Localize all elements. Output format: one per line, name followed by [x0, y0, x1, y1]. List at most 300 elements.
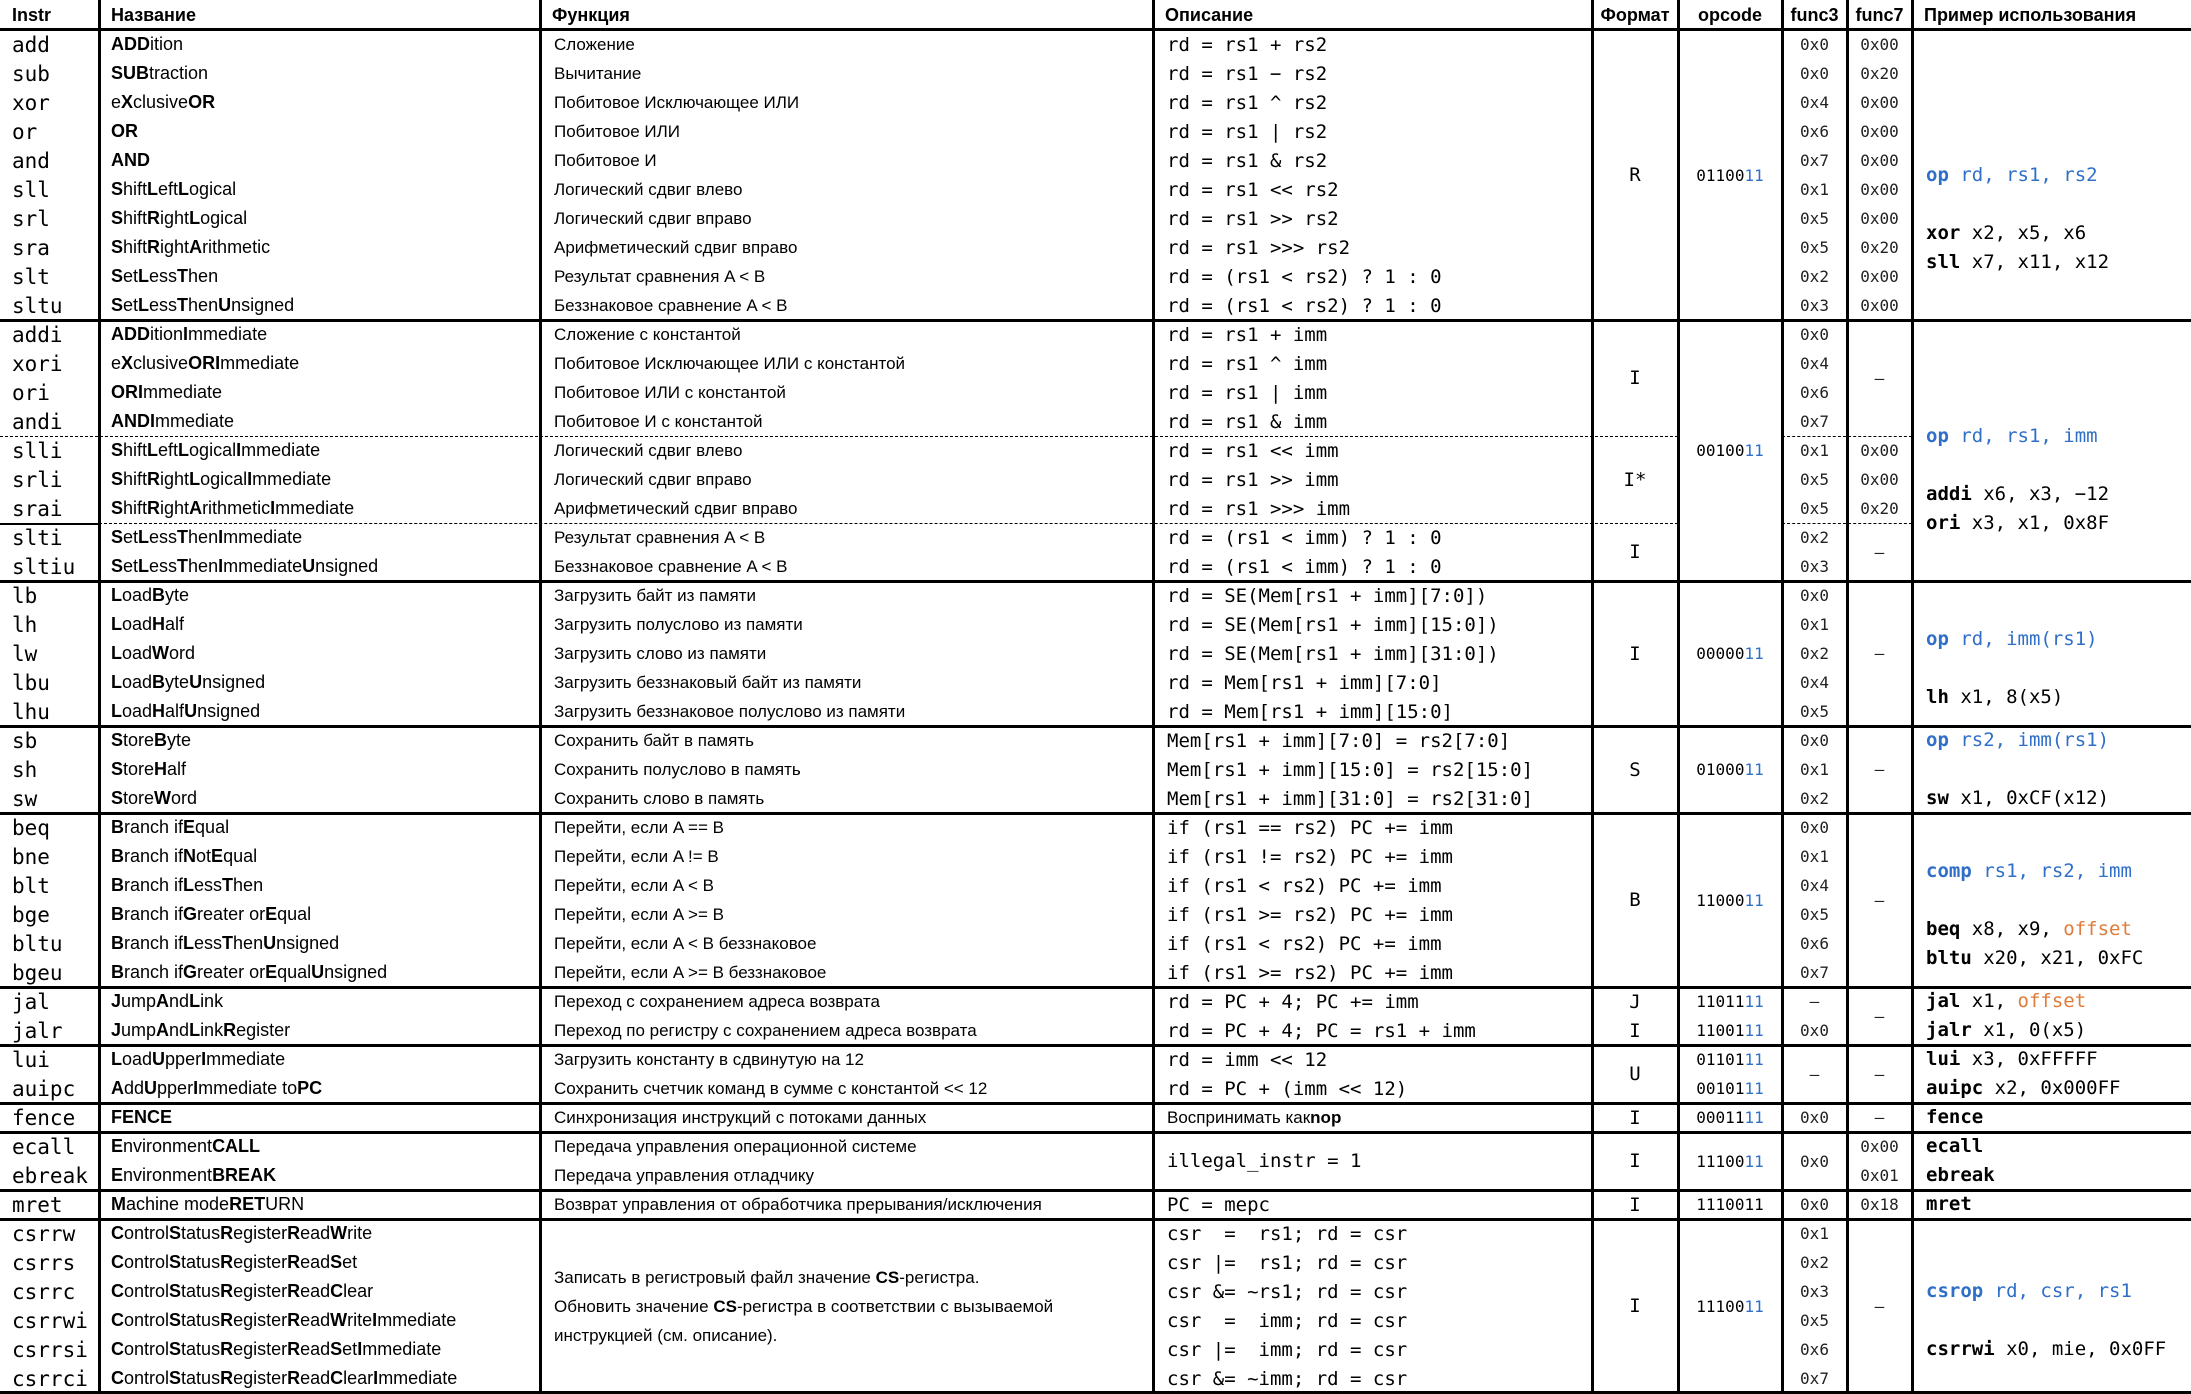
instr-name — [99, 1219, 540, 1248]
instr-name — [99, 668, 540, 697]
func7-value: 0x20 — [1860, 238, 1899, 257]
text-run: nsigned — [202, 672, 266, 692]
instr-description: rd = rs1 | imm — [1167, 381, 1328, 404]
paragraph-line — [554, 1263, 979, 1292]
instr-mnemonic: ori — [12, 380, 50, 405]
instr-mnemonic: csrrwi — [12, 1308, 88, 1333]
func7-value: 0x20 — [1860, 64, 1899, 83]
instr-mnemonic: csrrci — [12, 1366, 88, 1391]
text-run: yte — [165, 585, 190, 605]
text-run: ead — [300, 1281, 331, 1301]
text-run: beq — [1926, 917, 1961, 940]
instr-name — [99, 929, 540, 958]
column-divider — [98, 0, 101, 1393]
instr-function — [540, 1219, 1153, 1393]
func3-value: 0x5 — [1800, 499, 1829, 518]
text-run: ess — [149, 556, 178, 576]
instr-description: csr = imm; rd = csr — [1167, 1309, 1408, 1332]
row-divider — [0, 523, 99, 525]
instr-mnemonic: andi — [12, 409, 63, 434]
text-run: oad — [122, 672, 153, 692]
func3-value: 0x2 — [1800, 267, 1829, 286]
text-run: offset — [2063, 917, 2132, 940]
text-run: U — [152, 1049, 166, 1069]
text-run: csrop — [1926, 1280, 1984, 1302]
usage-example — [1912, 1045, 2191, 1103]
text-run: I — [138, 382, 144, 402]
text-run: S — [111, 788, 124, 808]
text-run: ight — [160, 237, 190, 257]
text-run: L — [138, 295, 150, 315]
text-run: I — [201, 1049, 207, 1069]
column-header-desc: Описание — [1165, 4, 1254, 25]
text-run: egister — [233, 1252, 288, 1272]
func7-value: 0x00 — [1860, 267, 1899, 286]
instr-description: rd = rs1 + rs2 — [1167, 33, 1328, 56]
text-run: T — [222, 875, 234, 895]
opcode-value — [1678, 1219, 1782, 1393]
opcode-suffix: 11 — [1744, 1296, 1764, 1316]
text-run: L — [138, 527, 150, 547]
opcode-value — [1678, 1074, 1782, 1103]
instr-mnemonic: srli — [12, 467, 63, 492]
text-run: clusive — [133, 353, 189, 373]
instr-name — [99, 117, 540, 146]
opcode-value — [1678, 1132, 1782, 1190]
example-line — [1926, 784, 2109, 813]
text-run: qual — [195, 817, 230, 837]
opcode-value — [1678, 813, 1782, 987]
opcode-value — [1678, 1045, 1782, 1074]
instr-name — [99, 88, 540, 117]
text-run: ump — [121, 991, 157, 1011]
example-line — [1926, 654, 1937, 683]
text-run: ink — [200, 1020, 224, 1040]
instr-description: if (rs1 < rs2) PC += imm — [1167, 932, 1442, 955]
text-run: OR — [188, 353, 216, 373]
text-run: ontrol — [124, 1223, 170, 1243]
func7-value: 0x00 — [1860, 35, 1899, 54]
instr-mnemonic: sltu — [12, 293, 63, 318]
text-run: mmediate — [362, 1339, 442, 1359]
text-run: mmediate — [378, 1368, 458, 1388]
section-divider — [0, 580, 2191, 583]
opcode-suffix: 11 — [1744, 1151, 1764, 1171]
text-run: tore — [123, 759, 155, 779]
text-run: mmediate — [188, 324, 268, 344]
text-run: S — [330, 1339, 343, 1359]
instr-function: Загрузить беззнаковый байт из памяти — [554, 672, 862, 692]
instr-mnemonic: srai — [12, 496, 63, 521]
instr-description: Mem[rs1 + imm][15:0] = rs2[15:0] — [1167, 758, 1534, 781]
text-run: ontrol — [124, 1339, 170, 1359]
text-run: ontrol — [124, 1281, 170, 1301]
example-line — [1926, 1103, 1983, 1132]
text-run: x8, x9, — [1960, 917, 2064, 940]
text-run: S — [111, 208, 124, 228]
text-run: R — [147, 237, 161, 257]
instr-mnemonic: sra — [12, 235, 50, 260]
text-run: op — [1926, 729, 1949, 751]
text-run: lui — [1926, 1048, 1961, 1070]
text-run: x3, 0xFFFFF — [1960, 1048, 2098, 1070]
text-run: oad — [122, 643, 153, 663]
text-run: I — [372, 1310, 378, 1330]
text-run: I — [270, 498, 276, 518]
column-divider — [1781, 0, 1784, 1393]
instr-description: rd = PC + 4; PC += imm — [1167, 990, 1419, 1013]
text-run: U — [311, 962, 325, 982]
text-run: bltu — [1926, 946, 1972, 969]
func7-value: – — [1874, 760, 1885, 779]
opcode-value — [1678, 1190, 1782, 1219]
instr-mnemonic: csrrw — [12, 1221, 76, 1246]
text-run: x2, 0x000FF — [1983, 1077, 2121, 1099]
text-run: lear — [343, 1281, 374, 1301]
text-run: ess — [149, 295, 178, 315]
example-line — [1926, 886, 1937, 915]
instr-name — [99, 407, 540, 436]
instr-function: Побитовое ИЛИ с константой — [554, 382, 786, 402]
text-run: ead — [300, 1252, 331, 1272]
text-run: hift — [123, 237, 148, 257]
text-run: rd, csr, rs1 — [1983, 1280, 2132, 1302]
func3-value: 0x0 — [1800, 1021, 1829, 1040]
func3-value: 0x6 — [1800, 122, 1829, 141]
text-run: hen — [188, 266, 219, 286]
text-run: U — [218, 295, 232, 315]
example-line — [1926, 1074, 2120, 1103]
text-run: S — [111, 295, 124, 315]
text-run: ranch if — [124, 962, 184, 982]
instr-function: Побитовое ИЛИ — [554, 121, 681, 141]
text-run: ition — [150, 34, 184, 54]
opcode-suffix: 11 — [1744, 441, 1764, 460]
instr-description: rd = (rs1 < rs2) ? 1 : 0 — [1167, 294, 1442, 317]
func3-value: 0x1 — [1800, 847, 1829, 866]
instr-name — [99, 842, 540, 871]
text-run: CS — [713, 1296, 737, 1316]
text-run: ight — [160, 208, 190, 228]
text-run: A — [111, 1078, 124, 1098]
text-run: R — [220, 1281, 234, 1301]
instr-function: Загрузить слово из памяти — [554, 643, 767, 663]
func7-value: 0x20 — [1860, 499, 1899, 518]
text-run: W — [330, 1310, 348, 1330]
format-value: U — [1629, 1063, 1641, 1085]
example-line — [1926, 828, 1937, 857]
text-run: OR — [111, 121, 138, 141]
func7-value: 0x00 — [1860, 151, 1899, 170]
text-run: hen — [188, 527, 219, 547]
text-run: B — [152, 672, 166, 692]
opcode-value — [1678, 987, 1782, 1016]
text-run: OR — [188, 92, 216, 112]
instr-function: Логический сдвиг вправо — [554, 208, 752, 228]
column-divider — [539, 0, 542, 1393]
opcode-prefix: 1110011 — [1696, 1195, 1764, 1214]
func3-value: 0x0 — [1800, 586, 1829, 605]
text-run: R — [147, 469, 161, 489]
text-run: R — [287, 1252, 301, 1272]
instr-name — [99, 30, 540, 59]
text-run: S — [111, 527, 124, 547]
func3-value: 0x0 — [1800, 1108, 1829, 1127]
text-run: B — [152, 585, 166, 605]
func3-value: – — [1809, 1064, 1820, 1084]
text-run: C — [111, 1252, 124, 1272]
text-run: R — [147, 498, 161, 518]
func3-value: 0x6 — [1800, 1340, 1829, 1359]
example-line — [1926, 625, 2098, 654]
example-line — [1926, 364, 1937, 393]
text-run: clusive — [133, 92, 189, 112]
text-run: pper — [157, 1078, 194, 1098]
text-run: C — [330, 1368, 344, 1388]
format-value: I* — [1623, 468, 1647, 491]
instr-name — [99, 1074, 540, 1103]
format-value: I — [1629, 541, 1641, 563]
text-run: x1, — [1960, 990, 2018, 1012]
text-run: nsigned — [324, 962, 388, 982]
instr-function: Сложение с константой — [554, 324, 741, 344]
format-value: I — [1629, 1106, 1641, 1129]
text-run: L — [189, 1020, 201, 1040]
text-run: rd, imm(rs1) — [1948, 627, 2098, 650]
text-run: L — [138, 266, 150, 286]
text-run: C — [111, 1310, 124, 1330]
opcode-value — [1678, 30, 1782, 320]
text-run: hift — [123, 440, 148, 460]
func3-value: 0x0 — [1800, 731, 1829, 750]
instr-mnemonic: auipc — [12, 1076, 76, 1101]
instr-name — [99, 726, 540, 755]
format-value: J — [1629, 990, 1641, 1013]
instr-function: Загрузить байт из памяти — [554, 585, 756, 605]
instr-function: Беззнаковое сравнение A < B — [554, 295, 788, 315]
text-run: E — [265, 962, 278, 982]
text-run: C — [330, 1281, 344, 1301]
instr-name — [99, 900, 540, 929]
instr-mnemonic: and — [12, 148, 50, 173]
text-run: ranch if — [124, 846, 184, 866]
instr-function: Загрузить беззнаковое полуслово из памяти — [554, 701, 906, 721]
instr-mnemonic: lh — [12, 612, 38, 637]
instr-mnemonic: ecall — [12, 1134, 76, 1159]
text-run: yte — [165, 672, 190, 692]
text-run: I — [357, 1339, 363, 1359]
text-run: nsigned — [197, 701, 261, 721]
instr-name — [99, 436, 540, 465]
instr-description: Mem[rs1 + imm][7:0] = rs2[7:0] — [1167, 729, 1511, 752]
func3-value: 0x7 — [1800, 151, 1829, 170]
text-run: C — [111, 1281, 124, 1301]
opcode-suffix: 11 — [1744, 1021, 1764, 1040]
example-line — [1926, 1335, 2166, 1364]
text-run: ADD — [111, 324, 150, 344]
func7-value: 0x00 — [1860, 122, 1899, 141]
text-run: et — [123, 556, 139, 576]
format-value: I — [1629, 367, 1641, 389]
column-header-func: Функция — [552, 4, 630, 25]
text-run: R — [220, 1368, 234, 1388]
text-run: A — [156, 1020, 170, 1040]
text-run: op — [1926, 627, 1949, 650]
text-run: I — [193, 1078, 199, 1098]
func7-value: 0x00 — [1860, 93, 1899, 112]
text-run: L — [147, 179, 159, 199]
instr-function: Перейти, если A < B — [554, 875, 715, 895]
text-run: yte — [167, 730, 192, 750]
opcode-value — [1678, 581, 1782, 726]
instr-function: Перейти, если A < B беззнаковое — [554, 933, 817, 953]
text-run: qual — [277, 904, 312, 924]
instr-mnemonic: slti — [12, 525, 63, 550]
instr-name — [99, 146, 540, 175]
opcode-prefix: 00011 — [1696, 1108, 1745, 1127]
instr-mnemonic: mret — [12, 1192, 63, 1217]
func3-value: 0x5 — [1800, 905, 1829, 924]
instr-name — [99, 262, 540, 291]
text-run: ink — [200, 991, 224, 1011]
text-run: A — [189, 237, 203, 257]
text-run: rd, rs1, rs2 — [1948, 163, 2098, 186]
instr-description: rd = rs1 | rs2 — [1167, 120, 1328, 143]
text-run: E — [183, 817, 196, 837]
opcode-prefix: 11100 — [1696, 1151, 1745, 1171]
text-run: ontrol — [124, 1310, 170, 1330]
example-line — [1926, 451, 1937, 480]
func3-value: 0x0 — [1800, 325, 1829, 344]
text-run: x3, x1, 0x8F — [1960, 511, 2110, 534]
text-run: mmediate — [241, 440, 321, 460]
text-run: egister — [233, 1368, 288, 1388]
example-line — [1926, 726, 2109, 755]
instr-description: if (rs1 >= rs2) PC += imm — [1167, 961, 1453, 984]
instr-description: if (rs1 < rs2) PC += imm — [1167, 874, 1442, 897]
format-value: I — [1629, 1193, 1641, 1216]
text-run: URN — [265, 1194, 305, 1214]
text-run: tatus — [181, 1223, 221, 1243]
text-run: tatus — [181, 1252, 221, 1272]
instr-description: rd = rs1 & imm — [1167, 410, 1328, 433]
column-header-opcode: opcode — [1697, 4, 1762, 25]
text-run: rithmetic — [202, 498, 271, 518]
example-line — [1926, 1132, 1983, 1161]
text-run: инструкцией (см. описание). — [554, 1325, 778, 1345]
text-run: CALL — [212, 1136, 261, 1156]
instr-function: Синхронизация инструкций с потоками данных — [554, 1107, 927, 1127]
text-run: reater or — [197, 962, 266, 982]
text-run: lh — [1926, 685, 1949, 708]
example-line — [1926, 987, 2086, 1016]
instr-mnemonic: sw — [12, 786, 38, 811]
text-run: H — [154, 759, 168, 779]
instr-function: Логический сдвиг влево — [554, 179, 743, 199]
instr-function: Загрузить полуслово из памяти — [554, 614, 803, 634]
text-run: x2, x5, x6 — [1960, 221, 2087, 244]
text-run: S — [169, 1368, 182, 1388]
example-line — [1926, 103, 1937, 132]
opcode-suffix: 11 — [1744, 760, 1764, 779]
text-run: ogical — [200, 208, 248, 228]
instr-function: Побитовое Исключающее ИЛИ — [554, 92, 800, 112]
func7-value: 0x00 — [1860, 1137, 1899, 1156]
instr-name — [99, 697, 540, 726]
instr-mnemonic: addi — [12, 322, 63, 347]
text-run: ead — [300, 1368, 331, 1388]
dashed-divider — [99, 523, 1678, 524]
text-run: W — [154, 788, 172, 808]
text-run: M — [111, 1194, 126, 1214]
usage-example — [1912, 987, 2191, 1045]
func7-value: – — [1874, 644, 1885, 663]
text-run: S — [169, 1252, 182, 1272]
instr-mnemonic: add — [12, 32, 50, 57]
text-run: X — [121, 92, 134, 112]
text-run: J — [111, 991, 122, 1011]
example-line — [1926, 1277, 2132, 1306]
instr-name — [99, 784, 540, 813]
text-run: op — [1926, 424, 1949, 447]
instr-description: rd = rs1 + imm — [1167, 323, 1328, 346]
text-run: oad — [122, 701, 153, 721]
text-run: S — [111, 266, 124, 286]
text-run: ight — [160, 469, 190, 489]
func3-value: 0x7 — [1800, 412, 1829, 431]
text-run: et — [342, 1339, 358, 1359]
format-value: I — [1629, 1019, 1641, 1042]
text-run: L — [189, 208, 201, 228]
text-run: PC — [297, 1078, 323, 1098]
instr-mnemonic: sll — [12, 177, 50, 202]
text-run: W — [152, 643, 170, 663]
text-run: R — [287, 1281, 301, 1301]
text-run: hen — [233, 875, 264, 895]
func3-value: 0x0 — [1800, 818, 1829, 837]
text-run: I — [150, 411, 156, 431]
text-run: AND — [111, 150, 150, 170]
func7-value: 0x00 — [1860, 296, 1899, 315]
instr-function: Переход с сохранением адреса возврата — [554, 991, 880, 1011]
text-run: L — [111, 672, 122, 692]
example-line — [1926, 1306, 1937, 1335]
example-line — [1926, 509, 2109, 538]
text-run: I — [236, 440, 242, 460]
text-run: csrrwi — [1926, 1338, 1995, 1360]
func3-value: 0x5 — [1800, 470, 1829, 489]
instr-name — [99, 204, 540, 233]
text-run: S — [111, 469, 124, 489]
opcode-value — [1678, 726, 1782, 813]
instr-name — [99, 639, 540, 668]
example-line — [1926, 755, 1937, 784]
text-run: rd, rs1, imm — [1948, 424, 2098, 447]
text-run: egister — [233, 1281, 288, 1301]
text-run: L — [111, 643, 122, 663]
text-run: H — [152, 614, 166, 634]
text-run: U — [184, 701, 198, 721]
text-run: rite — [347, 1223, 373, 1243]
instr-mnemonic: lui — [12, 1047, 50, 1072]
example-line — [1926, 161, 2098, 190]
text-run: -регистра в соответствии с вызываемой — [736, 1296, 1054, 1316]
text-run: S — [111, 730, 124, 750]
instr-mnemonic: sb — [12, 728, 38, 753]
text-run: hift — [123, 469, 148, 489]
usage-example — [1912, 30, 2191, 320]
func3-value: – — [1809, 992, 1820, 1011]
